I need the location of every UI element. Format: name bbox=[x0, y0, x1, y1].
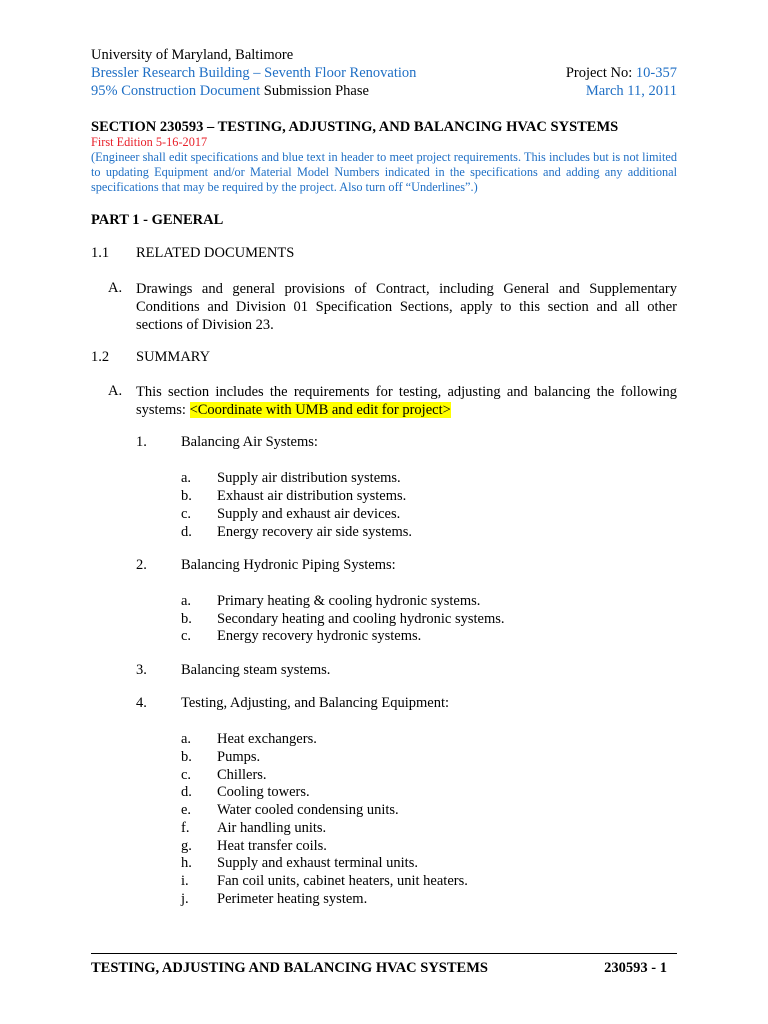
list-item-text: Secondary heating and cooling hydronic systems. bbox=[217, 611, 505, 627]
list-item-text: Pumps. bbox=[217, 749, 261, 765]
list-item-label: b. bbox=[181, 488, 192, 504]
list-item-label: j. bbox=[181, 891, 189, 907]
list-item-text: Supply and exhaust air devices. bbox=[217, 506, 401, 522]
list-item-text: Supply and exhaust terminal units. bbox=[217, 855, 418, 871]
list-item-text: Fan coil units, cabinet heaters, unit heaters. bbox=[217, 873, 468, 889]
paragraph-1-2-a bbox=[136, 383, 677, 419]
subparagraph-number: 1. bbox=[136, 434, 147, 450]
list-item-text: Energy recovery hydronic systems. bbox=[217, 628, 422, 644]
article-title-1-1: RELATED DOCUMENTS bbox=[136, 245, 295, 261]
footer-rule bbox=[91, 953, 677, 954]
list-item-label: a. bbox=[181, 731, 192, 747]
paragraph-label-1-1-a: A. bbox=[108, 280, 123, 296]
header-phase-blue: 95% Construction Document bbox=[91, 83, 261, 99]
list-item-text: Supply air distribution systems. bbox=[217, 470, 401, 486]
article-title-1-2: SUMMARY bbox=[136, 349, 211, 365]
edition-note: First Edition 5-16-2017 bbox=[91, 135, 208, 149]
list-item-label: c. bbox=[181, 767, 192, 783]
list-item-text: Chillers. bbox=[217, 767, 267, 783]
paragraph-1-2-a-text: This section includes the requirements for testing, adjusting and balancing the following systems: bbox=[136, 384, 677, 418]
list-item-text: Perimeter heating system. bbox=[217, 891, 368, 907]
list-item-label: g. bbox=[181, 838, 192, 854]
edit-highlight: <Coordinate with UMB and edit for project> bbox=[189, 402, 451, 418]
list-item-text: Water cooled condensing units. bbox=[217, 802, 399, 818]
list-item-text: Heat transfer coils. bbox=[217, 838, 327, 854]
footer-title: TESTING, ADJUSTING AND BALANCING HVAC SYSTEMS bbox=[91, 960, 488, 976]
article-number-1-2: 1.2 bbox=[91, 349, 110, 365]
list-item-label: f. bbox=[181, 820, 190, 836]
subparagraph-number: 2. bbox=[136, 557, 147, 573]
list-item-text: Heat exchangers. bbox=[217, 731, 317, 747]
paragraph-label-1-2-a: A. bbox=[108, 383, 123, 399]
list-item-text: Exhaust air distribution systems. bbox=[217, 488, 407, 504]
list-item-text: Air handling units. bbox=[217, 820, 327, 836]
header-phase-black: Submission Phase bbox=[260, 83, 369, 99]
list-item-text: Cooling towers. bbox=[217, 784, 310, 800]
header-building: Bressler Research Building – Seventh Floor Renovation bbox=[91, 65, 417, 81]
subparagraph-title: Testing, Adjusting, and Balancing Equipment: bbox=[181, 695, 450, 711]
subparagraph-title: Balancing Air Systems: bbox=[181, 434, 318, 450]
subparagraph-number: 4. bbox=[136, 695, 147, 711]
list-item-label: b. bbox=[181, 749, 192, 765]
part-heading: PART 1 - GENERAL bbox=[91, 212, 224, 228]
header-phase bbox=[91, 83, 369, 100]
list-item-label: b. bbox=[181, 611, 192, 627]
header-date: March 11, 2011 bbox=[585, 83, 677, 99]
engineer-note: (Engineer shall edit specifications and blue text in header to meet project requirements. This includes but is not limited to updating Equipment and/or Material Model Numbers indicated in the specifications and adding any additional specifications that may be required by the project. Also turn off “Underlines”.) bbox=[91, 150, 677, 195]
subparagraph-number: 3. bbox=[136, 662, 147, 678]
paragraph-1-1-a: Drawings and general provisions of Contract, including General and Supplementary Conditions and Division 01 Specification Sections, apply to this section and all other sections of Division 23. bbox=[136, 281, 677, 333]
header-project bbox=[566, 65, 677, 82]
list-item-label: h. bbox=[181, 855, 192, 871]
footer-page-number: 230593 - 1 bbox=[604, 960, 667, 976]
list-item-label: d. bbox=[181, 524, 192, 540]
header-institution: University of Maryland, Baltimore bbox=[91, 47, 294, 63]
list-item-label: a. bbox=[181, 470, 192, 486]
list-item-text: Energy recovery air side systems. bbox=[217, 524, 413, 540]
article-number-1-1: 1.1 bbox=[91, 245, 110, 261]
list-item-label: i. bbox=[181, 873, 189, 889]
subparagraph-title: Balancing steam systems. bbox=[181, 662, 331, 678]
list-item-label: d. bbox=[181, 784, 192, 800]
list-item-text: Primary heating & cooling hydronic systems. bbox=[217, 593, 481, 609]
section-title: SECTION 230593 – TESTING, ADJUSTING, AND BALANCING HVAC SYSTEMS bbox=[91, 119, 619, 135]
subparagraph-title: Balancing Hydronic Piping Systems: bbox=[181, 557, 396, 573]
list-item-label: c. bbox=[181, 506, 192, 522]
project-number: 10-357 bbox=[635, 65, 677, 81]
list-item-label: c. bbox=[181, 628, 192, 644]
list-item-label: e. bbox=[181, 802, 192, 818]
list-item-label: a. bbox=[181, 593, 192, 609]
project-label: Project No: bbox=[565, 65, 636, 81]
